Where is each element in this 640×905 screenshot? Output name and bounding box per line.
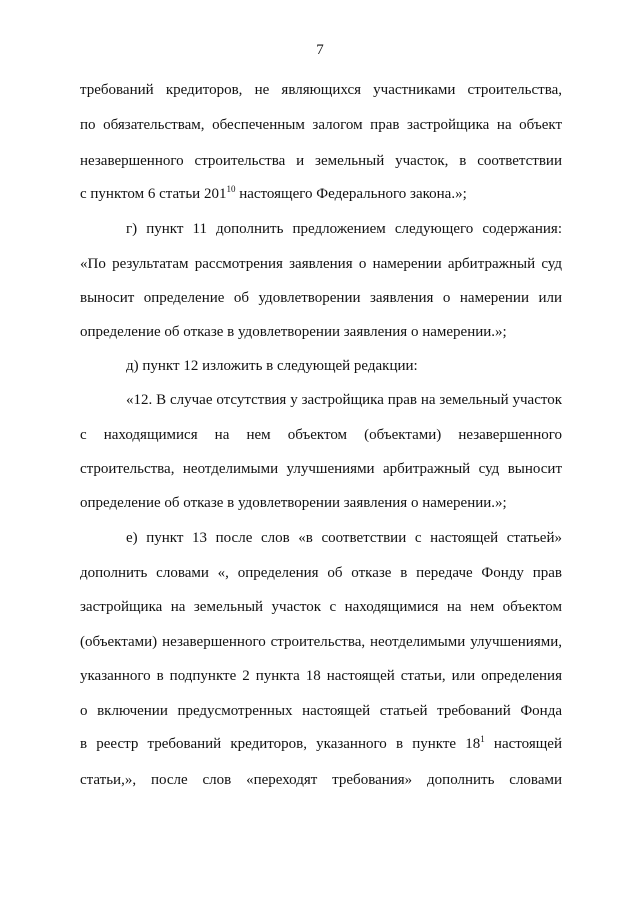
text-line: выносит определение об удовлетворении заявления о намерении или [80,290,562,306]
text-line: застройщика на земельный участок с находящимися на нем объектом [80,599,562,615]
text-line: «По результатам рассмотрения заявления о намерении арбитражный суд [80,256,562,272]
text-line: е) пункт 13 после слов «в соответствии с настоящей статьей» [126,530,562,546]
text-line: строительства, неотделимыми улучшениями арбитражный суд выносит [80,461,562,477]
text-segment: настоящего Федерального закона.»; [235,186,467,202]
text-segment: с пунктом 6 статьи 201 [80,186,227,202]
text-line: с находящимися на нем объектом (объектами) незавершенного [80,427,562,443]
text-line: о включении предусмотренных настоящей статьей требований Фонда [80,703,562,719]
text-line: «12. В случае отсутствия у застройщика прав на земельный участок [126,392,562,408]
text-line: по обязательствам, обеспеченным залогом прав застройщика на объект [80,117,562,133]
text-line [80,735,562,753]
superscript: 1 [480,734,485,744]
text-line: дополнить словами «, определения об отказе в передаче Фонду прав [80,565,562,581]
text-line: д) пункт 12 изложить в следующей редакции: [126,358,418,374]
superscript: 10 [226,184,236,194]
text-line: определение об отказе в удовлетворении заявления о намерении.»; [80,495,507,511]
text-line: требований кредиторов, не являющихся участниками строительства, [80,82,562,98]
text-line: указанного в подпункте 2 пункта 18 настоящей статьи, или определения [80,668,562,684]
text-line: (объектами) незавершенного строительства, неотделимыми улучшениями, [80,634,562,650]
text-line: определение об отказе в удовлетворении заявления о намерении.»; [80,324,507,340]
text-line: статьи,», после слов «переходят требования» дополнить словами [80,772,562,788]
text-segment: настоящей [484,736,562,752]
text-line: незавершенного строительства и земельный участок, в соответствии [80,153,562,169]
page-number: 7 [316,42,324,58]
text-segment: в реестр требований кредиторов, указанного в пункте 18 [80,736,481,752]
text-line: г) пункт 11 дополнить предложением следующего содержания: [126,221,562,237]
text-line [80,185,562,203]
